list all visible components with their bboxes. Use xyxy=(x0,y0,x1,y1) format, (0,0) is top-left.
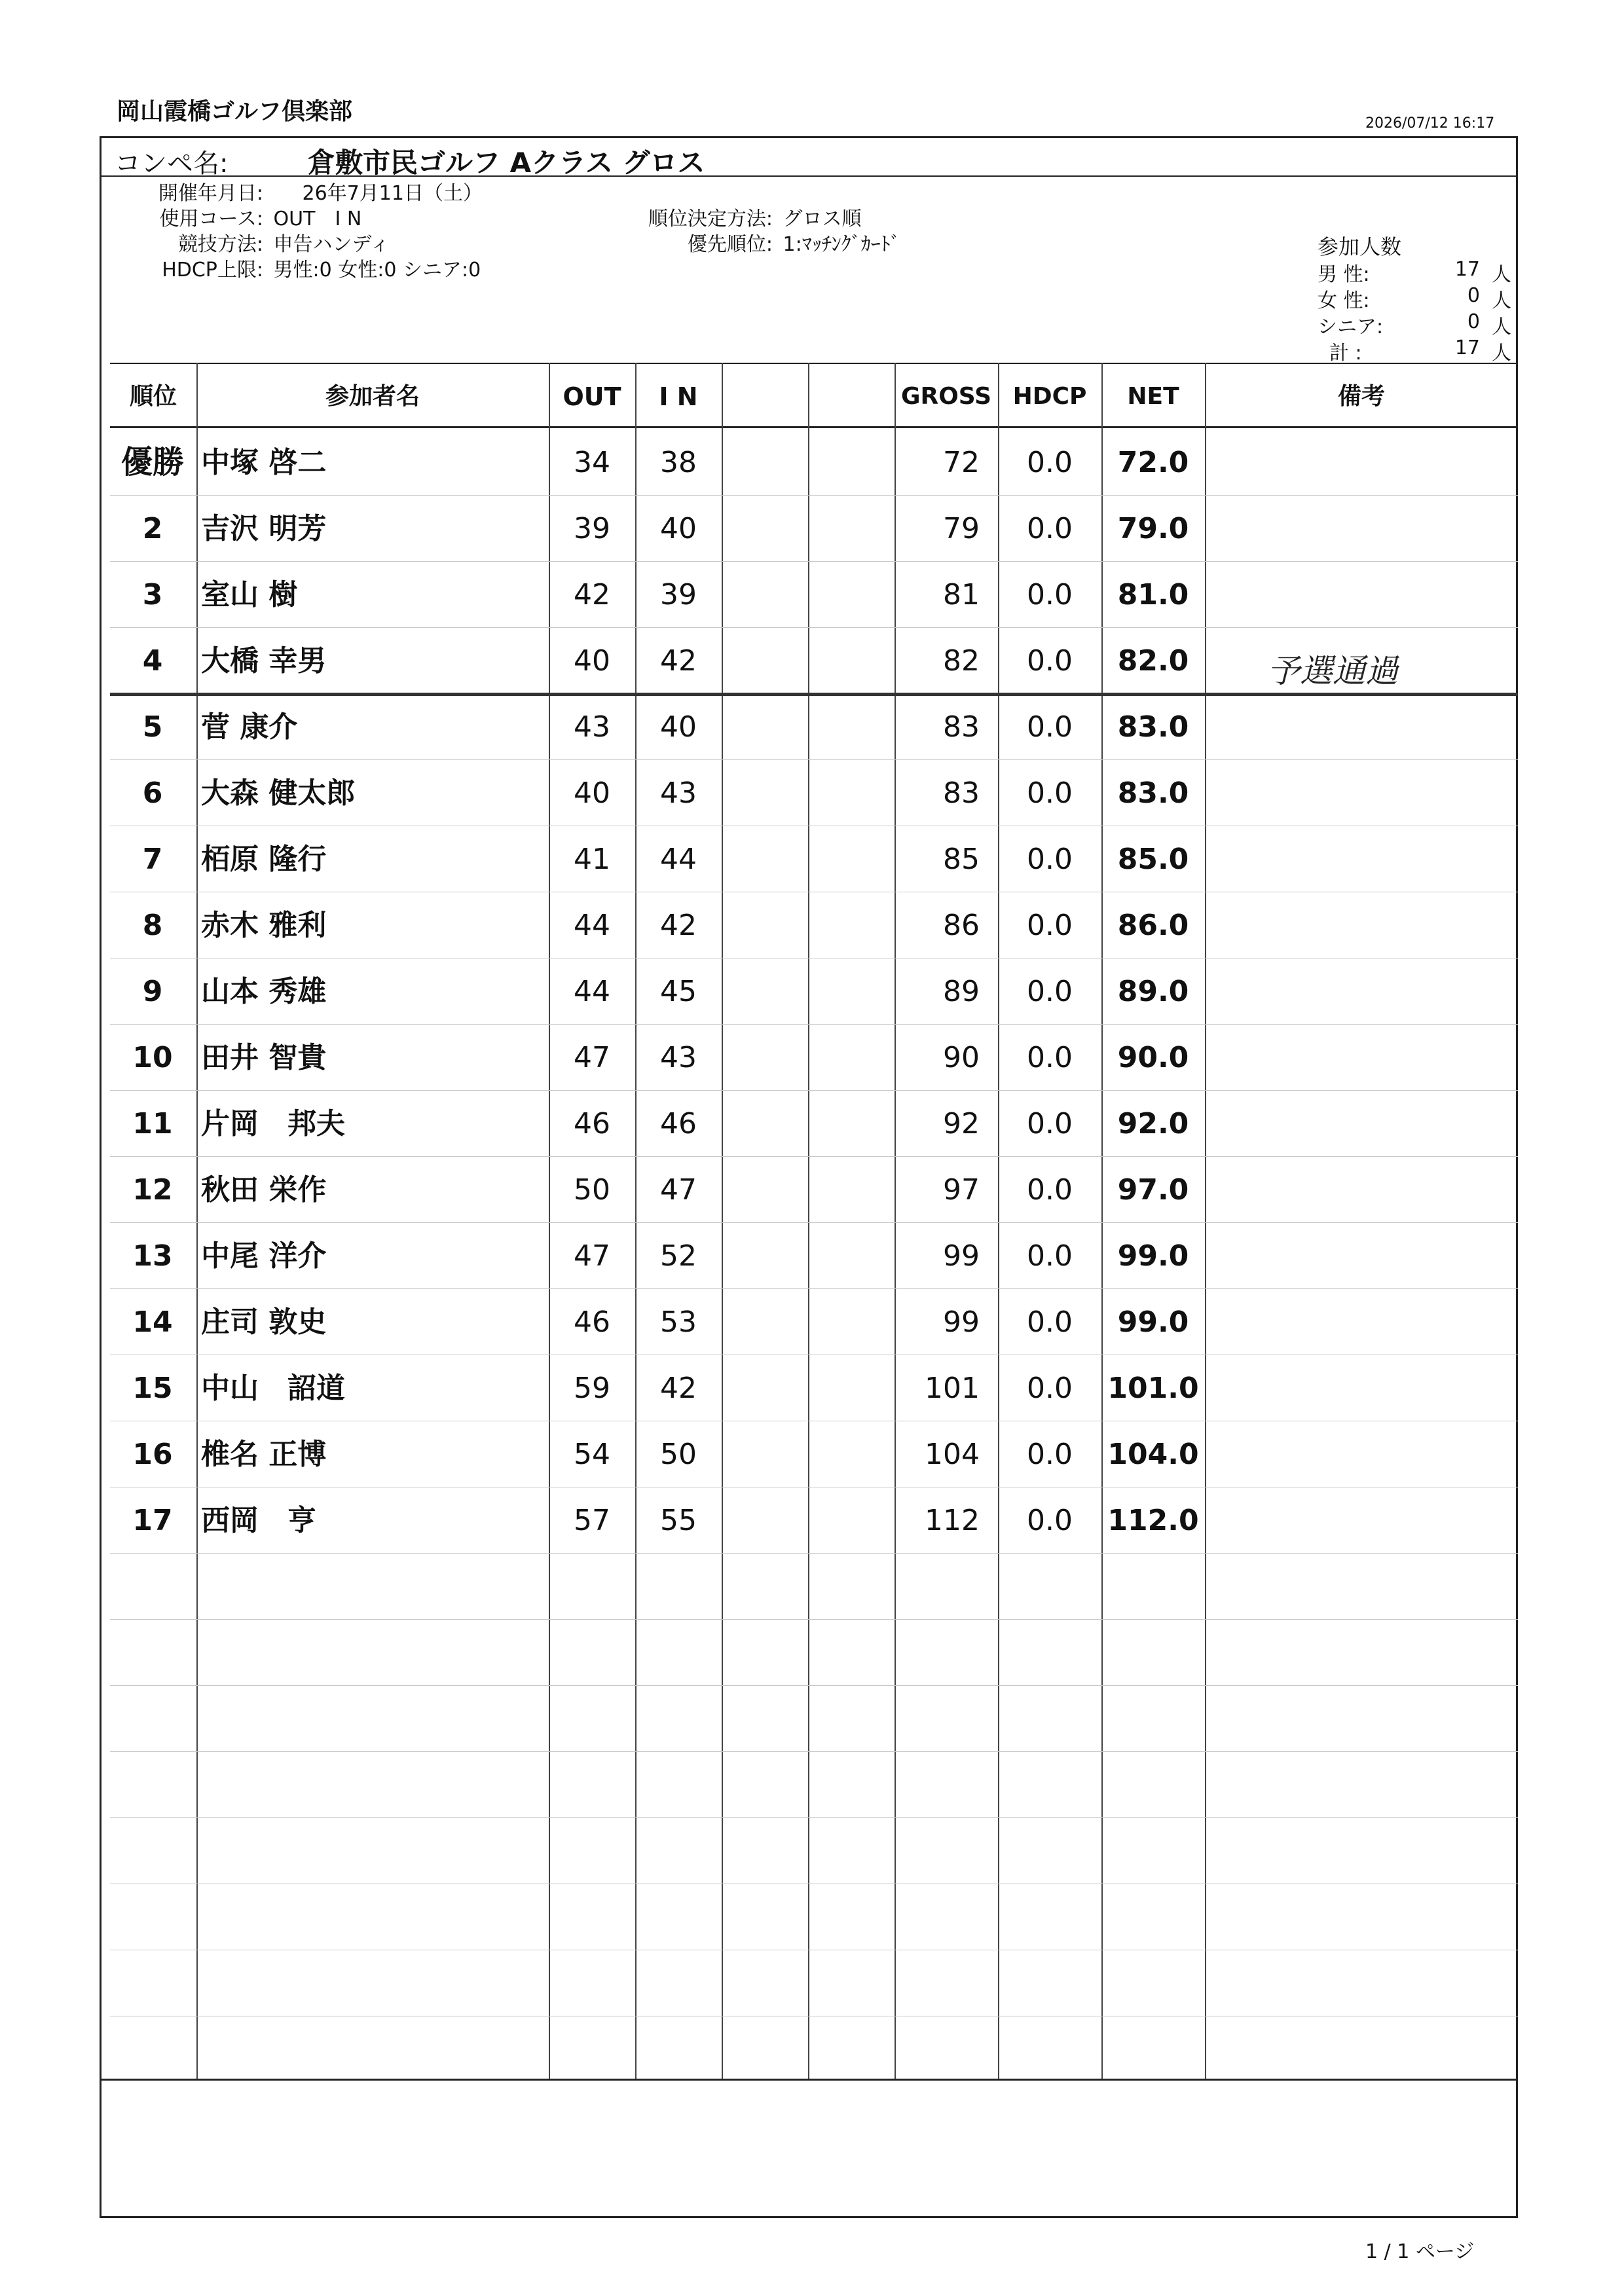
hdcp-value: 0.0 xyxy=(1027,1438,1073,1471)
table-row xyxy=(110,496,1518,562)
row-rule xyxy=(110,1619,1518,1620)
col-name: 参加者名 xyxy=(325,383,420,410)
attendance-row xyxy=(0,284,1624,312)
net-score: 99.0 xyxy=(1117,1305,1189,1339)
gross-score: 72 xyxy=(943,446,980,479)
gross-score: 101 xyxy=(925,1372,980,1405)
net-score: 82.0 xyxy=(1117,644,1189,678)
player-name: 室山 樹 xyxy=(201,578,298,611)
hdcp-value: 0.0 xyxy=(1027,1107,1073,1140)
in-score: 50 xyxy=(660,1438,697,1471)
out-score: 59 xyxy=(574,1372,610,1405)
rank: 12 xyxy=(132,1173,173,1207)
gross-score: 81 xyxy=(943,578,980,611)
hdcp-value: 0.0 xyxy=(1027,1504,1073,1537)
attendance-value: 17 xyxy=(1454,337,1480,359)
player-name: 赤木 雅利 xyxy=(201,909,327,942)
table-row xyxy=(110,826,1518,892)
attendance-label: 計 : xyxy=(1329,342,1362,365)
hdcp-value: 0.0 xyxy=(1027,1173,1073,1207)
rank: 2 xyxy=(142,512,163,545)
player-name: 中塚 啓二 xyxy=(201,446,327,479)
gross-score: 83 xyxy=(943,776,980,810)
out-score: 47 xyxy=(574,1239,610,1273)
rank: 11 xyxy=(132,1107,173,1140)
hdcp-value: 0.0 xyxy=(1027,909,1073,942)
rank: 16 xyxy=(132,1438,173,1471)
table-row xyxy=(110,1025,1518,1091)
in-score: 40 xyxy=(660,710,697,744)
in-score: 42 xyxy=(660,909,697,942)
out-score: 44 xyxy=(574,909,610,942)
table-row xyxy=(110,694,1518,760)
out-score: 40 xyxy=(574,776,610,810)
in-score: 39 xyxy=(660,578,697,611)
out-score: 42 xyxy=(574,578,610,611)
table-row xyxy=(110,1355,1518,1421)
player-name: 大森 健太郎 xyxy=(201,776,356,810)
gross-score: 99 xyxy=(943,1239,980,1273)
col-rank: 順位 xyxy=(129,383,177,410)
table-row xyxy=(110,1421,1518,1487)
hdcp-value: 0.0 xyxy=(1027,843,1073,876)
table-row xyxy=(110,760,1518,826)
player-name: 西岡 亨 xyxy=(201,1504,316,1537)
out-score: 46 xyxy=(574,1107,610,1140)
rank: 5 xyxy=(142,710,163,744)
table-row xyxy=(110,1289,1518,1355)
competition-name: 倉敷市民ゴルフ Aクラス グロス xyxy=(308,147,705,179)
hdcp-value: 0.0 xyxy=(1027,776,1073,810)
priority-value: 1:ﾏｯﾁﾝｸﾞｶｰﾄﾞ xyxy=(783,233,900,256)
info-method xyxy=(118,233,390,257)
course-value: OUT I N xyxy=(273,208,362,230)
rank: 8 xyxy=(142,909,163,942)
out-score: 39 xyxy=(574,512,610,545)
hdcp-value: 0.0 xyxy=(1027,446,1073,479)
rank: 3 xyxy=(142,578,163,611)
col-blank-2 xyxy=(808,364,895,429)
attendance-label: シニア: xyxy=(1318,316,1384,338)
net-score: 89.0 xyxy=(1117,975,1189,1008)
info-course xyxy=(118,208,361,231)
net-score: 104.0 xyxy=(1107,1438,1199,1471)
net-score: 83.0 xyxy=(1117,710,1189,744)
table-row xyxy=(110,562,1518,628)
player-name: 菅 康介 xyxy=(201,710,298,744)
printed-timestamp: 2026/07/12 16:17 xyxy=(1365,115,1495,132)
gross-score: 90 xyxy=(943,1041,980,1074)
rank: 7 xyxy=(142,843,163,876)
net-score: 101.0 xyxy=(1107,1372,1199,1405)
gross-score: 99 xyxy=(943,1305,980,1339)
hdcp-value: 0.0 xyxy=(1027,512,1073,545)
gross-score: 85 xyxy=(943,843,980,876)
course-label: 使用コース: xyxy=(159,208,263,230)
out-score: 46 xyxy=(574,1305,610,1339)
in-score: 40 xyxy=(660,512,697,545)
col-net: NET xyxy=(1127,383,1179,410)
hdcp-value: 0.0 xyxy=(1027,710,1073,744)
rank: 優勝 xyxy=(120,444,184,481)
out-score: 57 xyxy=(574,1504,610,1537)
in-score: 38 xyxy=(660,446,697,479)
in-score: 46 xyxy=(660,1107,697,1140)
table-row xyxy=(110,958,1518,1025)
table-row xyxy=(110,1487,1518,1554)
row-rule xyxy=(110,1685,1518,1686)
attendance-unit: 人 xyxy=(1492,289,1511,312)
in-score: 43 xyxy=(660,776,697,810)
table-header xyxy=(110,363,1518,428)
footer-rule xyxy=(100,2079,1518,2081)
rank: 10 xyxy=(132,1041,173,1074)
priority-label: 優先順位: xyxy=(687,233,773,256)
attendance-label: 男 性: xyxy=(1318,263,1370,286)
rank: 14 xyxy=(132,1305,173,1339)
info-ranking xyxy=(589,208,862,231)
net-score: 112.0 xyxy=(1107,1504,1199,1537)
info-date xyxy=(118,182,483,206)
hdcp-value: 0.0 xyxy=(1027,1041,1073,1074)
attendance-row xyxy=(0,310,1624,338)
table-row xyxy=(110,1091,1518,1157)
col-gross: GROSS xyxy=(900,383,992,410)
table-row xyxy=(110,429,1518,496)
hdcp-value: 0.0 xyxy=(1027,1239,1073,1273)
gross-score: 112 xyxy=(925,1504,980,1537)
row-rule xyxy=(110,1751,1518,1752)
rank: 13 xyxy=(132,1239,173,1273)
in-score: 42 xyxy=(660,644,697,678)
table-row xyxy=(110,1223,1518,1289)
net-score: 90.0 xyxy=(1117,1041,1189,1074)
player-name: 椎名 正博 xyxy=(201,1438,327,1471)
out-score: 43 xyxy=(574,710,610,744)
hdcp-value: 0.0 xyxy=(1027,975,1073,1008)
net-score: 83.0 xyxy=(1117,776,1189,810)
player-name: 山本 秀雄 xyxy=(201,975,327,1008)
attendance-value: 0 xyxy=(1467,284,1480,307)
gross-score: 104 xyxy=(925,1438,980,1471)
net-score: 72.0 xyxy=(1117,446,1189,479)
net-score: 97.0 xyxy=(1117,1173,1189,1207)
player-name: 吉沢 明芳 xyxy=(201,512,327,545)
net-score: 86.0 xyxy=(1117,909,1189,942)
attendance-row xyxy=(0,337,1624,365)
attendance-label: 女 性: xyxy=(1318,289,1370,312)
row-rule xyxy=(110,1817,1518,1818)
out-score: 44 xyxy=(574,975,610,1008)
rank: 4 xyxy=(142,644,163,678)
gross-score: 92 xyxy=(943,1107,980,1140)
competition-label: コンペ名: xyxy=(115,149,229,179)
net-score: 85.0 xyxy=(1117,843,1189,876)
player-name: 中尾 洋介 xyxy=(201,1239,327,1273)
player-name: 中山 詔道 xyxy=(201,1372,345,1405)
in-score: 47 xyxy=(660,1173,697,1207)
gross-score: 86 xyxy=(943,909,980,942)
date-label: 開催年月日: xyxy=(158,182,263,205)
ranking-value: グロス順 xyxy=(783,208,862,230)
out-score: 40 xyxy=(574,644,610,678)
gross-score: 89 xyxy=(943,975,980,1008)
table-row xyxy=(110,892,1518,958)
table-row xyxy=(110,1157,1518,1223)
gross-score: 82 xyxy=(943,644,980,678)
rank: 17 xyxy=(132,1504,173,1537)
attendance-unit: 人 xyxy=(1492,342,1511,365)
hdcp-value: 0.0 xyxy=(1027,644,1073,678)
out-score: 34 xyxy=(574,446,610,479)
attendance-row xyxy=(0,258,1624,286)
in-score: 44 xyxy=(660,843,697,876)
in-score: 55 xyxy=(660,1504,697,1537)
gross-score: 97 xyxy=(943,1173,980,1207)
out-score: 54 xyxy=(574,1438,610,1471)
ranking-label: 順位決定方法: xyxy=(648,208,773,230)
player-name: 片岡 邦夫 xyxy=(201,1107,345,1140)
club-name: 岡山霞橋ゴルフ倶楽部 xyxy=(117,98,353,125)
player-name: 田井 智貴 xyxy=(201,1041,327,1074)
col-blank-1 xyxy=(722,364,808,429)
hdcp-value: 男性:0 女性:0 シニア:0 xyxy=(273,259,481,282)
attendance-unit: 人 xyxy=(1492,263,1511,286)
rank: 6 xyxy=(142,776,163,810)
rank: 9 xyxy=(142,975,163,1008)
attendance-title: 参加人数 xyxy=(1318,234,1402,259)
hdcp-value: 0.0 xyxy=(1027,578,1073,611)
hdcp-value: 0.0 xyxy=(1027,1372,1073,1405)
col-remarks: 備考 xyxy=(1337,383,1385,410)
out-score: 41 xyxy=(574,843,610,876)
col-out: OUT xyxy=(563,382,621,411)
gross-score: 83 xyxy=(943,710,980,744)
gross-score: 79 xyxy=(943,512,980,545)
info-priority xyxy=(589,233,900,257)
player-name: 庄司 敦史 xyxy=(201,1305,327,1339)
hdcp-value: 0.0 xyxy=(1027,1305,1073,1339)
player-name: 秋田 栄作 xyxy=(201,1173,327,1207)
net-score: 99.0 xyxy=(1117,1239,1189,1273)
hdcp-label: HDCP上限: xyxy=(162,259,263,282)
handwritten-remark: 予選通過 xyxy=(1267,652,1398,690)
method-label: 競技方法: xyxy=(177,233,263,256)
in-score: 43 xyxy=(660,1041,697,1074)
in-score: 42 xyxy=(660,1372,697,1405)
attendance-value: 17 xyxy=(1454,258,1480,281)
player-name: 栢原 隆行 xyxy=(201,843,327,876)
col-hdcp: HDCP xyxy=(1012,383,1087,410)
net-score: 79.0 xyxy=(1117,512,1189,545)
out-score: 47 xyxy=(574,1041,610,1074)
attendance-value: 0 xyxy=(1467,310,1480,333)
page-indicator: 1 / 1 ページ xyxy=(1365,2240,1475,2263)
net-score: 92.0 xyxy=(1117,1107,1189,1140)
date-value: 26年7月11日（土） xyxy=(302,182,483,205)
col-in: I N xyxy=(659,382,698,411)
rank: 15 xyxy=(132,1372,173,1405)
attendance-unit: 人 xyxy=(1492,316,1511,338)
in-score: 52 xyxy=(660,1239,697,1273)
net-score: 81.0 xyxy=(1117,578,1189,611)
method-value: 申告ハンディ xyxy=(273,233,390,256)
in-score: 45 xyxy=(660,975,697,1008)
out-score: 50 xyxy=(574,1173,610,1207)
player-name: 大橋 幸男 xyxy=(201,644,327,678)
in-score: 53 xyxy=(660,1305,697,1339)
